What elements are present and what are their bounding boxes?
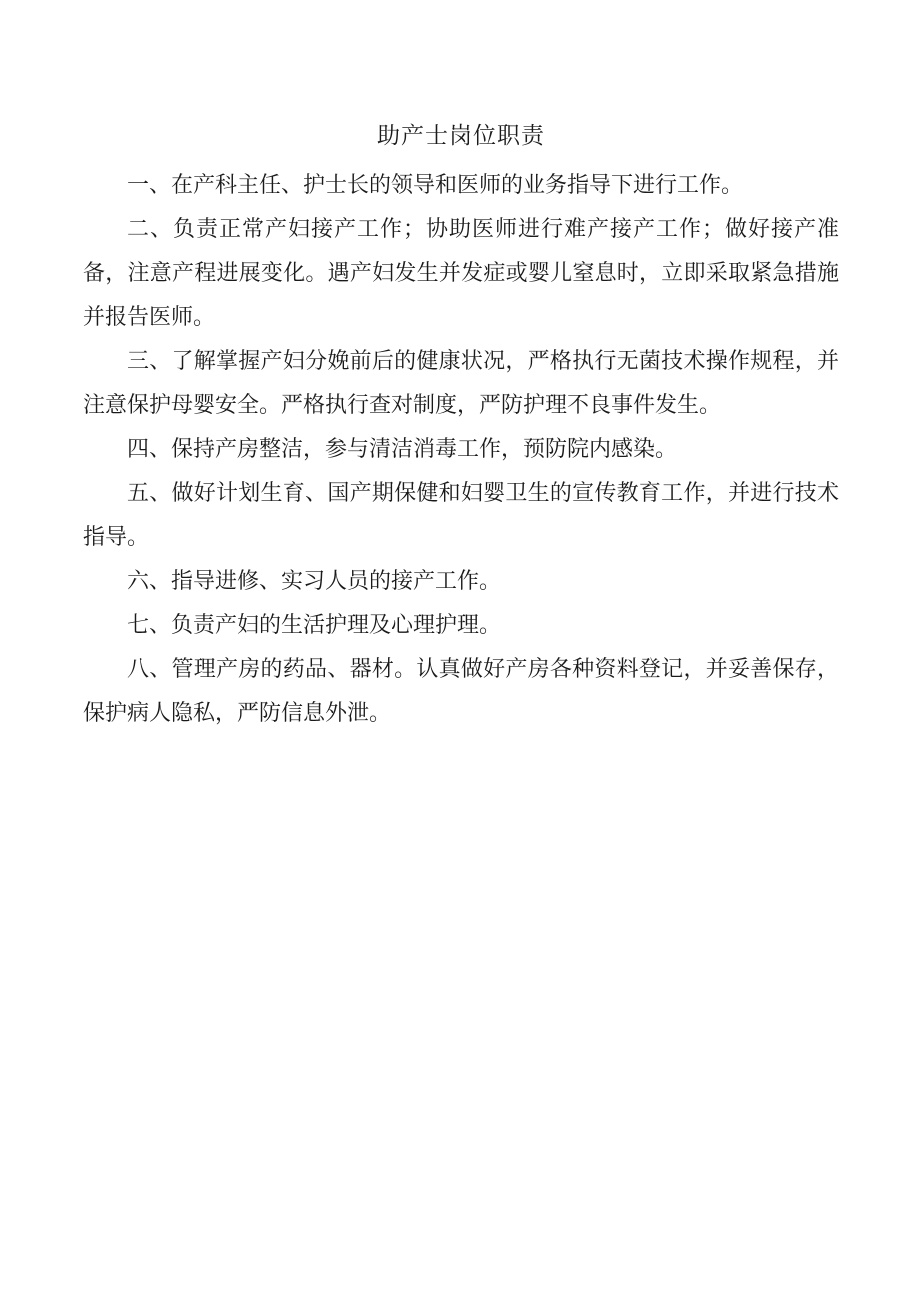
paragraph-2: 二、负责正常产妇接产工作；协助医师进行难产接产工作；做好接产准备，注意产程进展变化。遇产妇发生并发症或婴儿窒息时，立即采取紧急措施并报告医师。: [83, 217, 839, 330]
paragraph-5: 五、做好计划生育、国产期保健和妇婴卫生的宣传教育工作，并进行技术指导。: [83, 481, 839, 550]
paragraph-8: 八、管理产房的药品、器材。认真做好产房各种资料登记，并妥善保存，保护病人隐私，严防信息外泄。: [83, 657, 839, 726]
paragraph-7: 七、负责产妇的生活护理及心理护理。: [127, 613, 502, 638]
document-page: [83, 112, 839, 736]
paragraph-1: 一、在产科主任、护士长的领导和医师的业务指导下进行工作。: [127, 173, 744, 198]
paragraph-6: 六、指导进修、实习人员的接产工作。: [127, 569, 502, 594]
paragraph-4: 四、保持产房整洁，参与清洁消毒工作，预防院内感染。: [127, 437, 678, 462]
document-title: 助产士岗位职责: [377, 123, 545, 149]
paragraph-3: 三、了解掌握产妇分娩前后的健康状况，严格执行无菌技术操作规程，并注意保护母婴安全。严格执行查对制度，严防护理不良事件发生。: [83, 349, 839, 418]
